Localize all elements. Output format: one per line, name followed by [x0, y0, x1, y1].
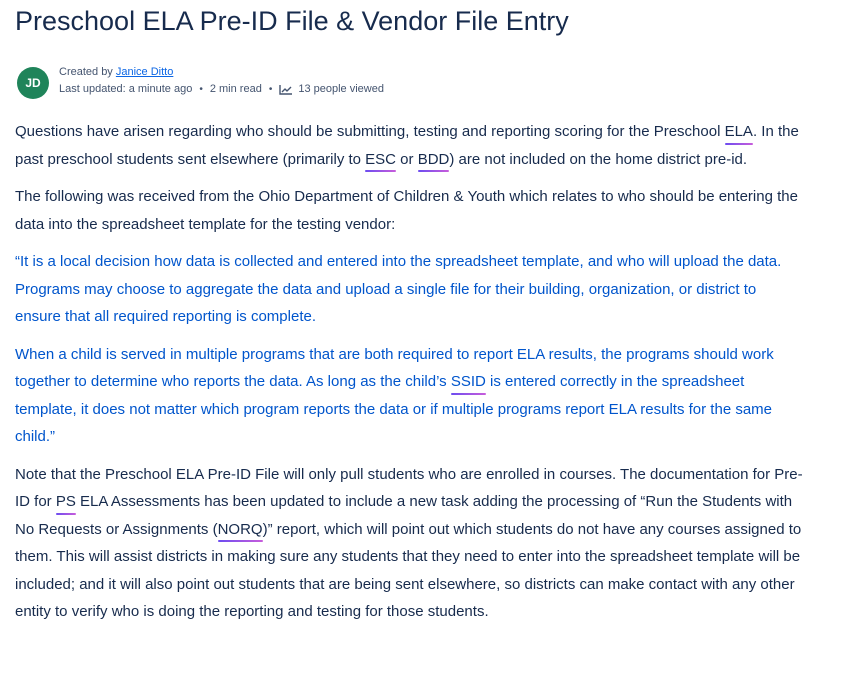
paragraph-note [15, 461, 805, 626]
last-updated: Last updated: a minute ago [59, 83, 193, 95]
trend-chart-icon [279, 84, 293, 95]
quote-paragraph-2 [15, 341, 805, 451]
separator-dot: • [268, 83, 273, 95]
page-title: Preschool ELA Pre-ID File & Vendor File Entry [15, 6, 569, 36]
text-run: . In the past preschool students sent elsewhere (primarily to [15, 123, 799, 168]
glossary-term-ela[interactable]: ELA [725, 118, 753, 146]
page-body [15, 118, 805, 636]
glossary-term-ps[interactable]: PS [56, 488, 76, 516]
glossary-term-ssid[interactable]: SSID [451, 368, 486, 396]
page-views[interactable] [279, 83, 384, 95]
author-link[interactable]: Janice Ditto [115, 66, 174, 78]
page-byline [15, 64, 615, 104]
paragraph-source: The following was received from the Ohio Department of Children & Youth which relates to who should be entering the data into the spreadsheet template for the testing vendor: [15, 188, 798, 233]
text-run: Questions have arisen regarding who should be submitting, testing and reporting scoring for the Preschool [15, 123, 725, 140]
glossary-term-esc[interactable]: ESC [365, 146, 396, 174]
separator-dot: • [199, 83, 203, 95]
author-avatar[interactable]: JD [17, 67, 49, 99]
text-run: Note that the Preschool ELA Pre-ID File will only pull students who are enrolled in courses. The documentation for Pre-ID for [15, 465, 803, 510]
text-run: or [396, 150, 418, 168]
read-time: 2 min read [209, 83, 262, 95]
views-count: 13 people viewed [298, 83, 384, 95]
glossary-term-bdd[interactable]: BDD [418, 146, 450, 174]
created-by-label: Created by [59, 66, 113, 78]
created-by [59, 66, 173, 78]
paragraph-intro [15, 118, 805, 173]
text-run: When a child is served in multiple programs that are both required to report ELA results, the programs should work together to determine who reports the data. As long as the child’s [15, 345, 774, 390]
page-meta [59, 83, 384, 95]
text-run: ) are not included on the home district pre-id. [449, 150, 748, 168]
quote-paragraph-1: “It is a local decision how data is collected and entered into the spreadsheet template, and who will upload the data. Programs may choose to aggregate the data and upload a single file for their building, organization, or district to ensure that all required reporting is complete. [15, 253, 782, 325]
glossary-term-norq[interactable]: NORQ [218, 516, 263, 544]
text-run: is entered correctly in the spreadsheet template, it does not matter which program reports the data or if multiple programs report ELA results for the same child.” [15, 373, 773, 445]
text-run: ELA Assessments has been updated to include a new task adding the processing of “Run the Students with No Requests or Assignments ( [15, 493, 793, 538]
text-run: )” report, which will point out which students do not have any courses assigned to them. This will assist districts in making sure any students that they need to enter into the spreadsheet template will be included; and it will also point out students that are being sent elsewhere, so districts can make contact with any other entity to verify who is doing the reporting and testing for those students. [15, 520, 802, 620]
